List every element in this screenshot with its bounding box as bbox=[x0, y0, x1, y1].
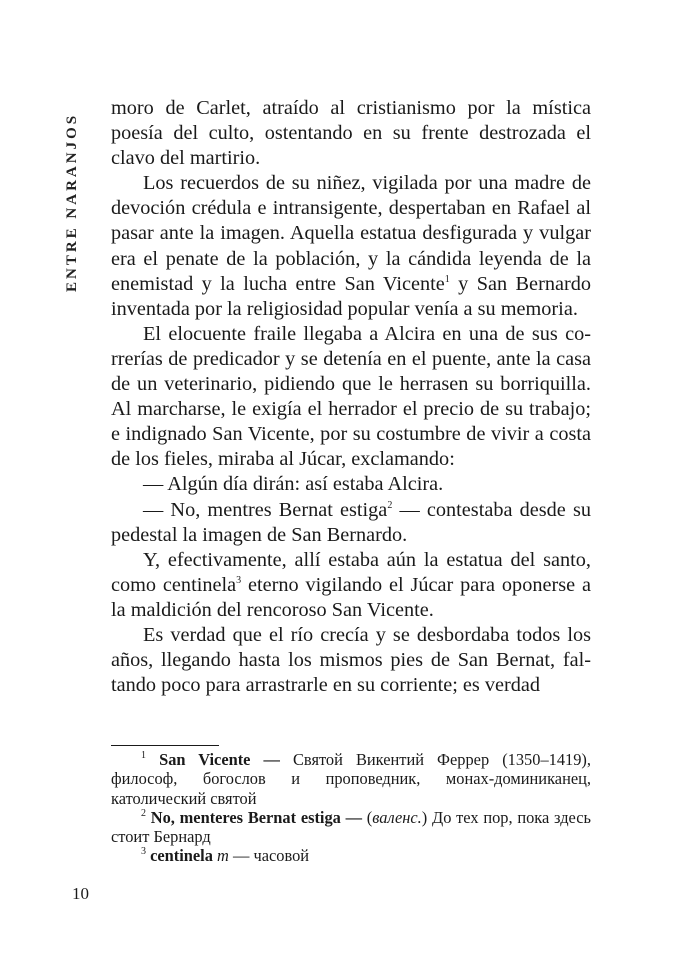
footnote-1-text: Святой Викентий Феррер (1350–1419), философ, богослов и проповедник, монах-доминиканец, католический святой bbox=[111, 750, 591, 808]
page-number: 10 bbox=[72, 884, 89, 903]
footnote-2-text: До тех пор, пока здесь стоит Бернард bbox=[111, 807, 591, 847]
footnote-2-term: No, menteres Bernat estiga — bbox=[150, 807, 363, 827]
footnote-ref-2[interactable]: 2 bbox=[387, 499, 393, 511]
paragraph-6 bbox=[111, 548, 591, 623]
footnote-ref-1[interactable]: 1 bbox=[444, 273, 450, 285]
paragraph-3: El elocuente fraile llegaba a Alcira en una de sus correrías de predicador y se detenía en el puente, ante la casa de un veterinario, pidiendo que le herrasen su borriquilla. Al marcharse, le exigía el herrador el precio de su trabajo; e indignado San Vicente, por su costumbre de vivir a costa de los fieles, miraba al Júcar, exclamando: bbox=[111, 322, 591, 471]
footnote-2: $^2$ No, menteres Bernat estiga — (валенс.) До тех пор, пока здесь стоит Бернард bbox=[111, 807, 591, 847]
footnote-2-note: валенс. bbox=[372, 807, 422, 827]
footnote-1-mark: 1 bbox=[141, 750, 146, 761]
paragraph-5 bbox=[111, 498, 591, 548]
paragraph-6-text-b: eterno vigilando el Júcar para oponerse a la maldición del rencoroso San Vicente. bbox=[111, 573, 591, 621]
paragraph-5-text-b: — contestaba desde su pedestal la imagen de San Bernardo. bbox=[111, 498, 591, 546]
paragraph-2-text-b: y San Bernardo inventada por la religiosidad popular venía a su memoria. bbox=[111, 272, 591, 320]
paragraph-1: moro de Carlet, atraído al cristianismo por la mística poesía del culto, ostentando en su frente destrozada el clavo del martirio. bbox=[111, 97, 591, 170]
footnote-1-term: San Vicente — bbox=[159, 750, 280, 769]
footnote-divider bbox=[111, 745, 219, 746]
running-head: ENTRE NARANJOS bbox=[64, 112, 80, 292]
footnote-3-term: centinela bbox=[150, 846, 213, 866]
paragraph-5-text-a: — No, mentres Bernat estiga bbox=[143, 498, 388, 521]
footnote-3-gender: m bbox=[217, 846, 229, 866]
main-text bbox=[111, 96, 591, 698]
paragraph-2-text-a: Los recuerdos de su niñez, vigilada por una madre de devoción crédula e intransigente, despertaban en Rafael al pasar ante la imagen. Aquella estatua desfigurada y vulgar era el penate de la población, y la cándida leyenda de la enemistad y la lucha entre San Vicente bbox=[111, 172, 591, 295]
footnote-1 bbox=[111, 750, 591, 808]
footnote-2-mark: 2 bbox=[141, 807, 146, 819]
paragraph-2 bbox=[111, 171, 591, 322]
paragraph-7: Es verdad que el río crecía y se desbordaba todos los años, llegando hasta los mismos pies de San Bernat, faltando poco para arrastrarle en su corriente; es verdad bbox=[111, 623, 591, 697]
paragraph-6-text-a: Y, efectivamente, allí estaba aún la estatua del santo, como centinela bbox=[111, 548, 591, 596]
footnote-3-text: — часовой bbox=[228, 846, 310, 866]
footnote-3 bbox=[111, 846, 591, 865]
paragraph-4: — Algún día dirán: así estaba Alcira. bbox=[143, 473, 444, 496]
footnote-3-mark: 3 bbox=[141, 846, 146, 858]
footnotes bbox=[111, 750, 591, 866]
footnote-ref-3[interactable]: 3 bbox=[236, 574, 242, 586]
